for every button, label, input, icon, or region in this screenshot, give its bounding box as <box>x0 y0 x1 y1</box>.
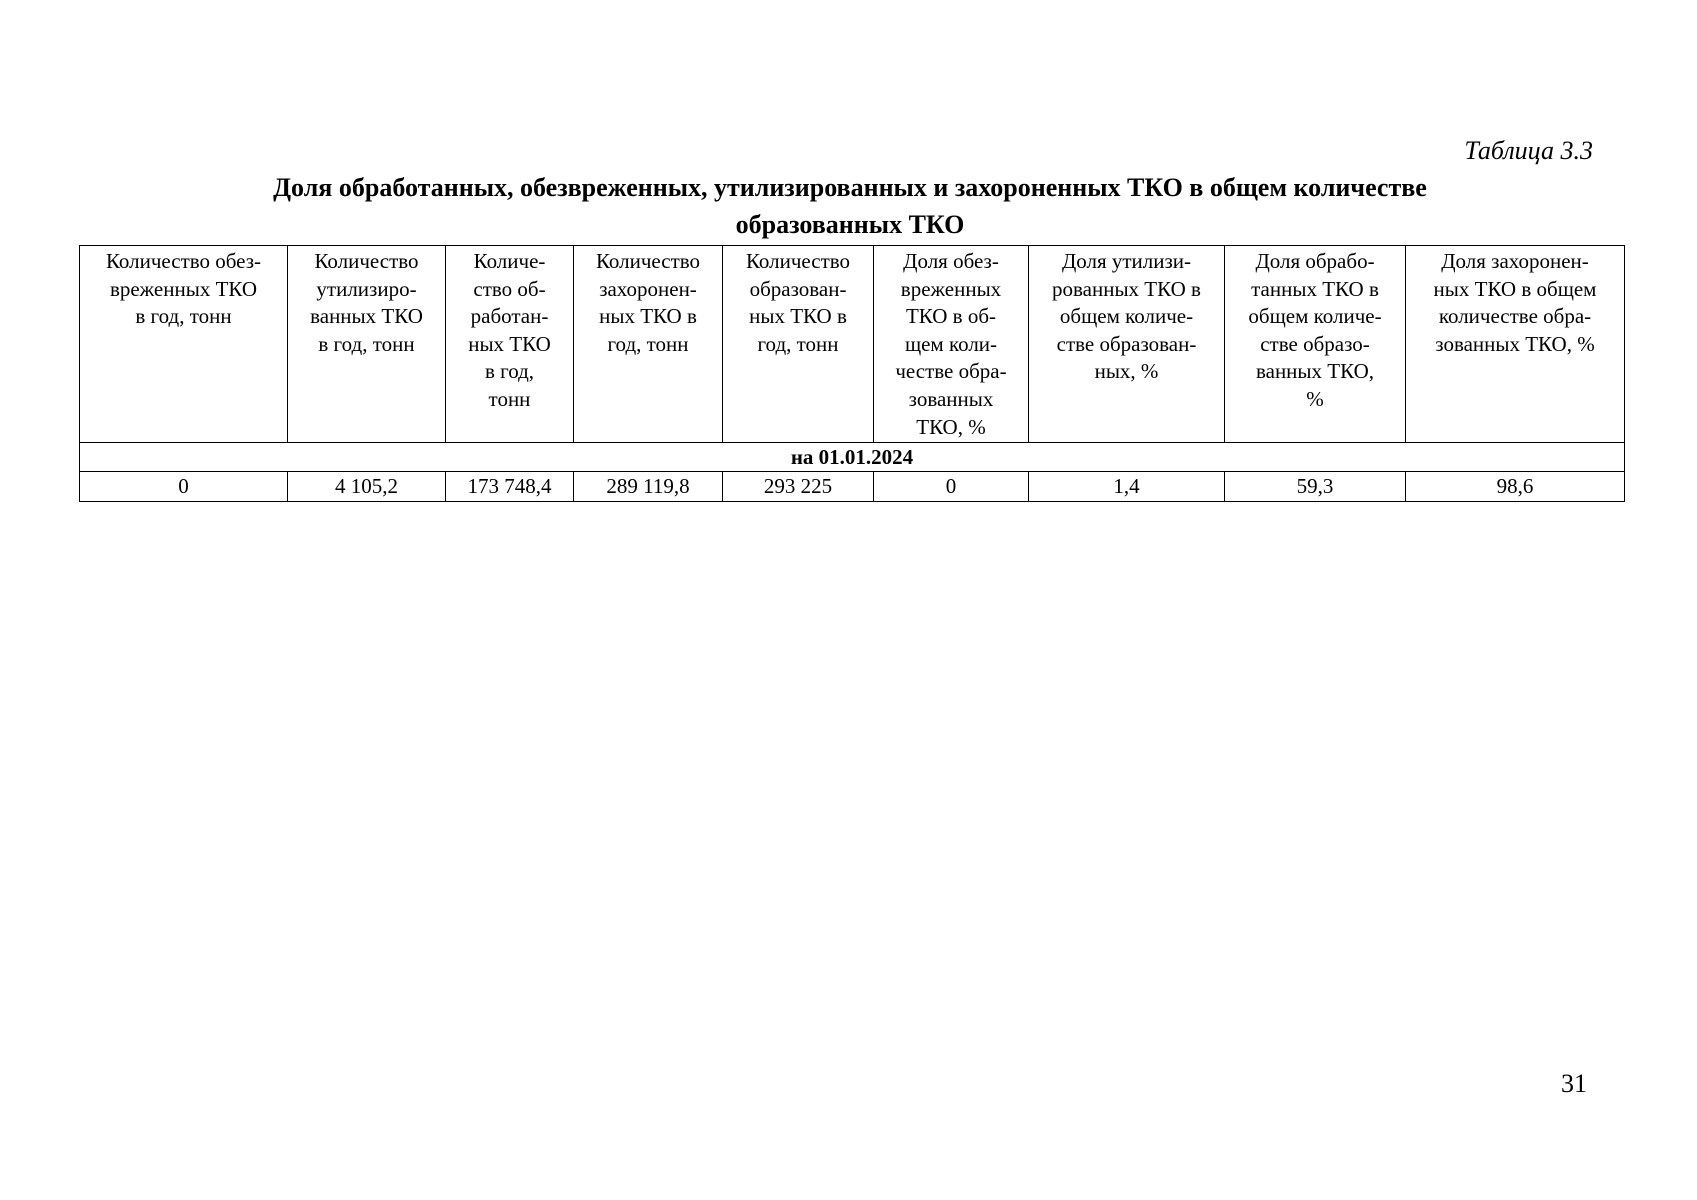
header-utilized-share: Доля утилизи- рованных ТКО в общем количе- стве образован- ных, % <box>1029 246 1225 443</box>
header-generated-amount: Количество образован- ных ТКО в год, тонн <box>723 246 874 443</box>
cell-processed-amount: 173 748,4 <box>446 472 574 502</box>
cell-neutralized-amount: 0 <box>80 472 288 502</box>
cell-utilized-share: 1,4 <box>1029 472 1225 502</box>
table-number: Таблица 3.3 <box>1464 136 1593 165</box>
section-date-label: на 01.01.2024 <box>80 443 1625 472</box>
cell-processed-share: 59,3 <box>1225 472 1406 502</box>
header-utilized-amount: Количество утилизиро- ванных ТКО в год, тонн <box>288 246 446 443</box>
cell-neutralized-share: 0 <box>874 472 1029 502</box>
header-neutralized-share: Доля обез- вреженных ТКО в об- щем коли- честве обра- зованных ТКО, % <box>874 246 1029 443</box>
waste-share-table <box>79 245 1625 502</box>
header-neutralized-amount: Количество обез- вреженных ТКО в год, тонн <box>80 246 288 443</box>
title-line-1: Доля обработанных, обезвреженных, утилизированных и захороненных ТКО в общем количестве <box>273 173 1427 202</box>
table-header-row <box>80 246 1625 443</box>
cell-generated-amount: 293 225 <box>723 472 874 502</box>
cell-buried-amount: 289 119,8 <box>574 472 723 502</box>
section-row <box>80 443 1625 472</box>
cell-utilized-amount: 4 105,2 <box>288 472 446 502</box>
document-title <box>200 169 1500 243</box>
cell-buried-share: 98,6 <box>1406 472 1625 502</box>
table-row <box>80 472 1625 502</box>
header-buried-amount: Количество захоронен- ных ТКО в год, тонн <box>574 246 723 443</box>
title-line-2: образованных ТКО <box>735 210 965 239</box>
page-number: 31 <box>1561 1069 1587 1098</box>
header-buried-share: Доля захоронен- ных ТКО в общем количестве обра- зованных ТКО, % <box>1406 246 1625 443</box>
header-processed-share: Доля обрабо- танных ТКО в общем количе- стве образо- ванных ТКО, % <box>1225 246 1406 443</box>
header-processed-amount: Количе- ство об- работан- ных ТКО в год, тонн <box>446 246 574 443</box>
